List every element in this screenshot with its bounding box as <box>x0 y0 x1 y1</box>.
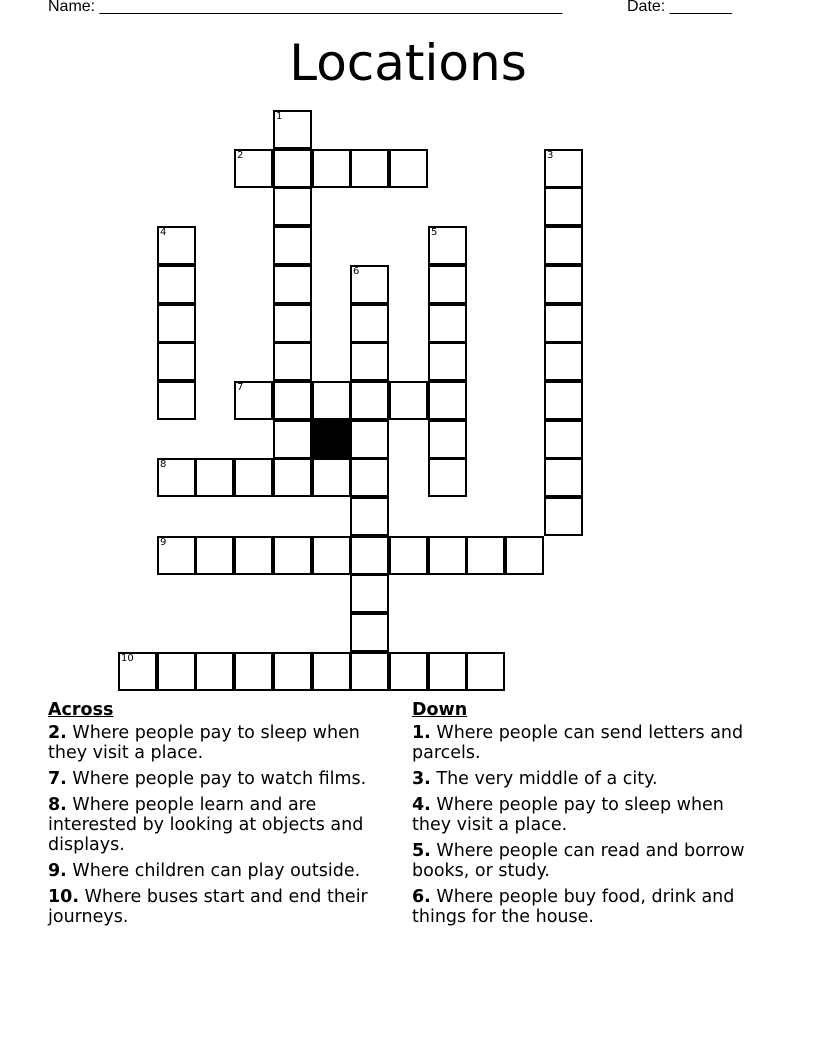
across-heading: Across <box>48 700 114 720</box>
clue-across-2 <box>48 723 393 763</box>
crossword-cell[interactable] <box>157 226 196 265</box>
crossword-cell[interactable] <box>428 536 467 575</box>
crossword-cell[interactable] <box>195 458 234 497</box>
crossword-cell[interactable] <box>118 652 157 691</box>
crossword-cell[interactable] <box>350 574 389 613</box>
crossword-cell[interactable] <box>273 342 312 381</box>
clue-text: Where people learn and are interested by looking at objects and displays. <box>48 795 364 855</box>
crossword-cell[interactable] <box>544 381 583 420</box>
crossword-cell[interactable] <box>234 536 273 575</box>
clue-number: 6. <box>412 887 431 907</box>
crossword-cell[interactable] <box>273 536 312 575</box>
crossword-cell[interactable] <box>350 536 389 575</box>
clue-number: 1. <box>412 723 431 743</box>
crossword-cell[interactable] <box>312 458 351 497</box>
crossword-cell[interactable] <box>312 652 351 691</box>
crossword-cell[interactable] <box>505 536 544 575</box>
clue-number-label: 1 <box>276 111 283 122</box>
crossword-cell[interactable] <box>544 187 583 226</box>
crossword-cell[interactable] <box>544 149 583 188</box>
clue-number: 4. <box>412 795 431 815</box>
clue-text: Where people pay to sleep when they visit a place. <box>412 795 724 835</box>
crossword-cell[interactable] <box>350 304 389 343</box>
crossword-cell[interactable] <box>234 652 273 691</box>
crossword-cell[interactable] <box>466 536 505 575</box>
crossword-cell[interactable] <box>157 536 196 575</box>
crossword-cell[interactable] <box>234 381 273 420</box>
date-field-label: Date: _______ <box>627 0 732 15</box>
crossword-cell[interactable] <box>428 458 467 497</box>
crossword-cell[interactable] <box>389 149 428 188</box>
crossword-cell[interactable] <box>157 381 196 420</box>
clue-across-9 <box>48 861 393 881</box>
crossword-cell[interactable] <box>312 149 351 188</box>
clue-number: 10. <box>48 887 80 907</box>
clue-text: Where people pay to sleep when they visit a place. <box>48 723 360 763</box>
clue-number: 8. <box>48 795 67 815</box>
crossword-cell[interactable] <box>389 536 428 575</box>
crossword-cell[interactable] <box>350 420 389 459</box>
clue-text: The very middle of a city. <box>430 769 658 789</box>
crossword-cell[interactable] <box>273 110 312 149</box>
crossword-cell[interactable] <box>466 652 505 691</box>
clue-number-label: 7 <box>237 382 244 393</box>
crossword-cell[interactable] <box>428 381 467 420</box>
crossword-cell[interactable] <box>544 304 583 343</box>
crossword-cell[interactable] <box>389 652 428 691</box>
clue-text: Where people can send letters and parcels. <box>412 723 744 763</box>
crossword-cell[interactable] <box>544 497 583 536</box>
clue-down-6 <box>412 887 757 927</box>
clue-down-1 <box>412 723 757 763</box>
crossword-black-cell <box>312 420 351 459</box>
crossword-cell[interactable] <box>273 420 312 459</box>
crossword-cell[interactable] <box>350 342 389 381</box>
clue-number: 3. <box>412 769 431 789</box>
crossword-cell[interactable] <box>350 613 389 652</box>
crossword-cell[interactable] <box>544 458 583 497</box>
crossword-cell[interactable] <box>350 652 389 691</box>
crossword-cell[interactable] <box>195 536 234 575</box>
clue-number-label: 2 <box>237 150 244 161</box>
clue-down-4 <box>412 795 757 835</box>
crossword-cell[interactable] <box>157 652 196 691</box>
clue-number: 7. <box>48 769 67 789</box>
crossword-cell[interactable] <box>428 304 467 343</box>
crossword-cell[interactable] <box>157 458 196 497</box>
crossword-cell[interactable] <box>273 304 312 343</box>
clue-number-label: 6 <box>353 266 360 277</box>
crossword-cell[interactable] <box>234 458 273 497</box>
crossword-cell[interactable] <box>544 226 583 265</box>
clue-number-label: 9 <box>160 537 167 548</box>
crossword-cell[interactable] <box>273 226 312 265</box>
crossword-cell[interactable] <box>157 342 196 381</box>
crossword-cell[interactable] <box>273 265 312 304</box>
crossword-cell[interactable] <box>544 265 583 304</box>
down-clues <box>412 700 757 933</box>
clue-number: 2. <box>48 723 67 743</box>
crossword-cell[interactable] <box>234 149 273 188</box>
clue-number-label: 10 <box>121 653 134 664</box>
clue-text: Where people pay to watch films. <box>66 769 367 789</box>
crossword-cell[interactable] <box>273 381 312 420</box>
crossword-cell[interactable] <box>350 265 389 304</box>
clue-number-label: 8 <box>160 459 167 470</box>
down-heading: Down <box>412 700 468 720</box>
crossword-cell[interactable] <box>428 342 467 381</box>
crossword-cell[interactable] <box>350 381 389 420</box>
clue-number-label: 3 <box>547 150 554 161</box>
crossword-cell[interactable] <box>312 536 351 575</box>
clue-text: Where buses start and end their journeys. <box>48 887 368 927</box>
crossword-cell[interactable] <box>273 652 312 691</box>
crossword-cell[interactable] <box>428 652 467 691</box>
across-clues <box>48 700 393 933</box>
crossword-cell[interactable] <box>428 226 467 265</box>
clue-down-3 <box>412 769 757 789</box>
clue-number-label: 4 <box>160 227 167 238</box>
crossword-cell[interactable] <box>350 497 389 536</box>
crossword-cell[interactable] <box>428 265 467 304</box>
crossword-cell[interactable] <box>544 342 583 381</box>
puzzle-title: Locations <box>289 34 527 92</box>
clue-number: 9. <box>48 861 67 881</box>
crossword-cell[interactable] <box>544 420 583 459</box>
crossword-cell[interactable] <box>350 149 389 188</box>
crossword-cell[interactable] <box>312 381 351 420</box>
clue-number: 5. <box>412 841 431 861</box>
crossword-cell[interactable] <box>273 149 312 188</box>
crossword-cell[interactable] <box>195 652 234 691</box>
crossword-cell[interactable] <box>157 304 196 343</box>
clue-text: Where children can play outside. <box>66 861 361 881</box>
clue-number-label: 5 <box>431 227 438 238</box>
clue-across-7 <box>48 769 393 789</box>
clue-down-5 <box>412 841 757 881</box>
clue-text: Where people buy food, drink and things for the house. <box>412 887 735 927</box>
name-field-label: Name: ____________________________________________________ <box>48 0 563 15</box>
crossword-cell[interactable] <box>389 381 428 420</box>
crossword-cell[interactable] <box>157 265 196 304</box>
crossword-cell[interactable] <box>273 187 312 226</box>
clue-text: Where people can read and borrow books, or study. <box>412 841 745 881</box>
clue-across-10 <box>48 887 393 927</box>
crossword-cell[interactable] <box>273 458 312 497</box>
clue-across-8 <box>48 795 393 855</box>
crossword-cell[interactable] <box>350 458 389 497</box>
crossword-cell[interactable] <box>428 420 467 459</box>
